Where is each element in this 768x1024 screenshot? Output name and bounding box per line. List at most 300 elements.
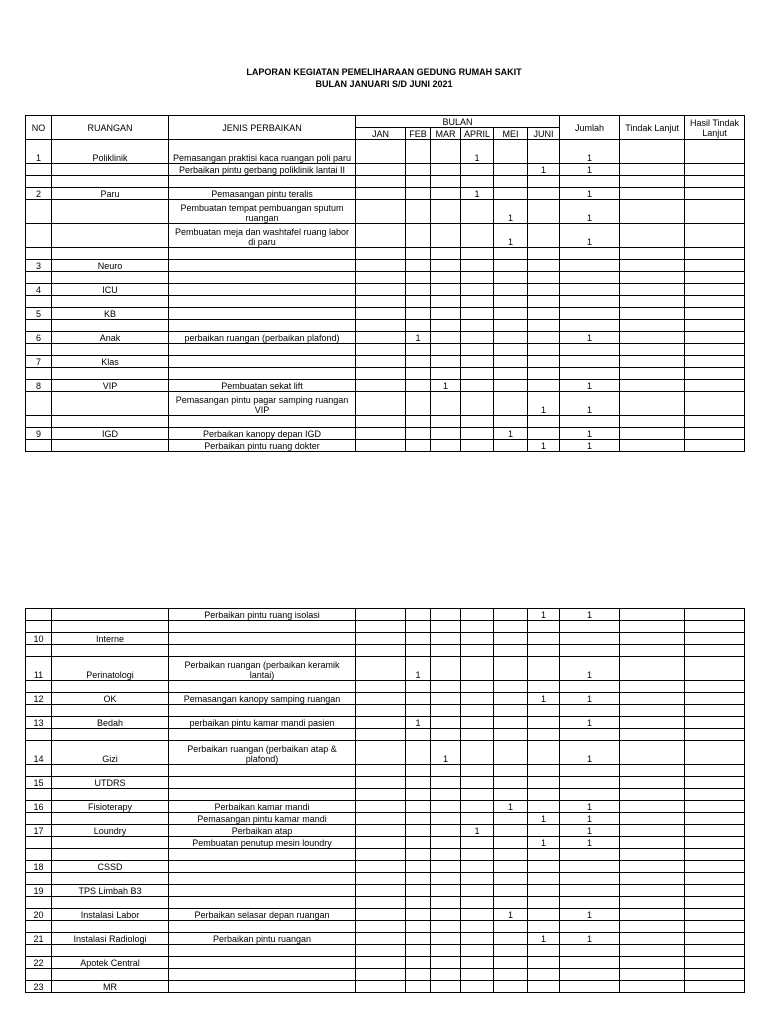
cell-mei (494, 741, 528, 765)
cell-no: 2 (26, 188, 52, 200)
cell-april (461, 681, 494, 693)
cell-ruangan (52, 392, 169, 416)
cell-feb (406, 368, 431, 380)
cell-feb (406, 164, 431, 176)
cell-jenis-perbaikan (169, 296, 356, 308)
cell-feb (406, 609, 431, 621)
cell-hasil-tindak-lanjut (685, 633, 745, 645)
cell-ruangan (52, 729, 169, 741)
cell-mei (494, 729, 528, 741)
cell-april (461, 957, 494, 969)
cell-no (26, 320, 52, 332)
cell-tindak-lanjut (620, 260, 685, 272)
table-row (26, 416, 745, 428)
cell-mar (431, 224, 461, 248)
cell-jenis-perbaikan: Pembuatan tempat pembuangan sputum ruangan (169, 200, 356, 224)
cell-no: 18 (26, 861, 52, 873)
table-row (26, 164, 745, 176)
cell-juni: 1 (528, 440, 560, 452)
table-row (26, 176, 745, 188)
cell-feb (406, 440, 431, 452)
cell-mar: 1 (431, 741, 461, 765)
cell-jumlah (560, 416, 620, 428)
cell-tindak-lanjut (620, 873, 685, 885)
cell-april (461, 416, 494, 428)
cell-feb (406, 176, 431, 188)
cell-no (26, 789, 52, 801)
cell-ruangan: Perinatologi (52, 657, 169, 681)
cell-feb (406, 705, 431, 717)
cell-ruangan (52, 873, 169, 885)
cell-mei (494, 873, 528, 885)
cell-juni (528, 897, 560, 909)
cell-ruangan: VIP (52, 380, 169, 392)
cell-tindak-lanjut (620, 813, 685, 825)
cell-jenis-perbaikan: Pemasangan pintu kamar mandi (169, 813, 356, 825)
cell-juni (528, 741, 560, 765)
cell-juni (528, 957, 560, 969)
cell-feb (406, 873, 431, 885)
cell-juni (528, 176, 560, 188)
cell-ruangan (52, 344, 169, 356)
cell-mei: 1 (494, 801, 528, 813)
cell-hasil-tindak-lanjut (685, 945, 745, 957)
cell-jumlah: 1 (560, 164, 620, 176)
cell-no (26, 837, 52, 849)
header-jenis-perbaikan: JENIS PERBAIKAN (169, 116, 356, 140)
cell-no (26, 705, 52, 717)
cell-no (26, 645, 52, 657)
cell-jenis-perbaikan (169, 356, 356, 368)
cell-no (26, 344, 52, 356)
cell-jumlah (560, 957, 620, 969)
cell-jenis-perbaikan: Pembuatan sekat lift (169, 380, 356, 392)
cell-mar (431, 837, 461, 849)
cell-mar (431, 801, 461, 813)
table-row (26, 981, 745, 993)
cell-no (26, 164, 52, 176)
table-row (26, 885, 745, 897)
cell-jumlah (560, 921, 620, 933)
table-row (26, 897, 745, 909)
cell-tindak-lanjut (620, 200, 685, 224)
header-month-mei: MEI (494, 128, 528, 140)
cell-ruangan: CSSD (52, 861, 169, 873)
cell-no (26, 873, 52, 885)
cell-feb (406, 825, 431, 837)
table-row (26, 945, 745, 957)
cell-mei (494, 440, 528, 452)
cell-april (461, 440, 494, 452)
cell-hasil-tindak-lanjut (685, 705, 745, 717)
table-row (26, 909, 745, 921)
table-row (26, 717, 745, 729)
cell-mar (431, 416, 461, 428)
cell-mei (494, 957, 528, 969)
cell-mei (494, 837, 528, 849)
table-row (26, 849, 745, 861)
cell-jenis-perbaikan (169, 921, 356, 933)
cell-april (461, 176, 494, 188)
cell-jan (356, 633, 406, 645)
header-month-feb: FEB (406, 128, 431, 140)
cell-mei (494, 320, 528, 332)
cell-jan (356, 849, 406, 861)
cell-juni (528, 765, 560, 777)
cell-jenis-perbaikan (169, 981, 356, 993)
cell-juni (528, 332, 560, 344)
cell-mar (431, 248, 461, 260)
cell-tindak-lanjut (620, 825, 685, 837)
cell-feb (406, 633, 431, 645)
cell-tindak-lanjut (620, 837, 685, 849)
cell-no: 23 (26, 981, 52, 993)
cell-mar (431, 729, 461, 741)
cell-jumlah: 1 (560, 909, 620, 921)
cell-juni: 1 (528, 164, 560, 176)
cell-mar (431, 320, 461, 332)
cell-jumlah: 1 (560, 380, 620, 392)
cell-jenis-perbaikan (169, 765, 356, 777)
cell-april (461, 777, 494, 789)
cell-jumlah (560, 344, 620, 356)
cell-feb (406, 957, 431, 969)
cell-mar (431, 332, 461, 344)
cell-tindak-lanjut (620, 416, 685, 428)
cell-tindak-lanjut (620, 909, 685, 921)
cell-juni (528, 849, 560, 861)
cell-juni: 1 (528, 392, 560, 416)
cell-no (26, 176, 52, 188)
cell-jan (356, 260, 406, 272)
cell-mar (431, 909, 461, 921)
cell-feb (406, 344, 431, 356)
cell-feb (406, 392, 431, 416)
cell-feb (406, 428, 431, 440)
cell-hasil-tindak-lanjut (685, 440, 745, 452)
cell-tindak-lanjut (620, 248, 685, 260)
cell-hasil-tindak-lanjut (685, 789, 745, 801)
cell-jumlah (560, 296, 620, 308)
cell-no (26, 440, 52, 452)
cell-hasil-tindak-lanjut (685, 969, 745, 981)
cell-no: 17 (26, 825, 52, 837)
cell-tindak-lanjut (620, 861, 685, 873)
table-row (26, 681, 745, 693)
cell-jenis-perbaikan (169, 873, 356, 885)
cell-mei (494, 777, 528, 789)
cell-jumlah: 1 (560, 657, 620, 681)
cell-feb (406, 200, 431, 224)
cell-hasil-tindak-lanjut (685, 693, 745, 705)
cell-hasil-tindak-lanjut (685, 837, 745, 849)
table-row (26, 392, 745, 416)
cell-jumlah (560, 272, 620, 284)
table-row (26, 969, 745, 981)
cell-jenis-perbaikan (169, 368, 356, 380)
cell-no (26, 392, 52, 416)
cell-ruangan: Instalasi Radiologi (52, 933, 169, 945)
cell-april (461, 609, 494, 621)
cell-mei (494, 416, 528, 428)
cell-hasil-tindak-lanjut (685, 717, 745, 729)
header-month-april: APRIL (461, 128, 494, 140)
cell-hasil-tindak-lanjut (685, 164, 745, 176)
cell-jumlah (560, 633, 620, 645)
table-row (26, 633, 745, 645)
cell-no: 1 (26, 140, 52, 164)
cell-juni (528, 921, 560, 933)
header-jumlah: Jumlah (560, 116, 620, 140)
cell-jan (356, 765, 406, 777)
cell-hasil-tindak-lanjut (685, 909, 745, 921)
cell-ruangan (52, 609, 169, 621)
cell-tindak-lanjut (620, 789, 685, 801)
cell-mei (494, 717, 528, 729)
cell-ruangan (52, 164, 169, 176)
cell-juni (528, 224, 560, 248)
cell-jumlah (560, 176, 620, 188)
table-row (26, 248, 745, 260)
cell-ruangan: Bedah (52, 717, 169, 729)
cell-no (26, 969, 52, 981)
cell-jan (356, 957, 406, 969)
table-row (26, 356, 745, 368)
cell-mei (494, 248, 528, 260)
cell-jumlah (560, 284, 620, 296)
cell-hasil-tindak-lanjut (685, 260, 745, 272)
cell-ruangan (52, 176, 169, 188)
table-row (26, 296, 745, 308)
cell-tindak-lanjut (620, 981, 685, 993)
cell-jumlah (560, 789, 620, 801)
cell-jenis-perbaikan (169, 681, 356, 693)
cell-jenis-perbaikan: Perbaikan kamar mandi (169, 801, 356, 813)
table-row (26, 861, 745, 873)
cell-juni (528, 885, 560, 897)
cell-jenis-perbaikan (169, 621, 356, 633)
cell-ruangan: MR (52, 981, 169, 993)
cell-feb (406, 921, 431, 933)
cell-no (26, 849, 52, 861)
cell-jumlah (560, 777, 620, 789)
cell-feb (406, 885, 431, 897)
cell-jenis-perbaikan: perbaikan ruangan (perbaikan plafond) (169, 332, 356, 344)
cell-april (461, 380, 494, 392)
cell-mei: 1 (494, 909, 528, 921)
cell-mei (494, 921, 528, 933)
cell-jumlah (560, 621, 620, 633)
cell-feb (406, 693, 431, 705)
cell-hasil-tindak-lanjut (685, 681, 745, 693)
cell-jenis-perbaikan: Pembuatan penutup mesin loundry (169, 837, 356, 849)
cell-tindak-lanjut (620, 957, 685, 969)
cell-mar (431, 164, 461, 176)
cell-jumlah: 1 (560, 933, 620, 945)
cell-jenis-perbaikan: Pemasangan kanopy samping ruangan (169, 693, 356, 705)
cell-mei (494, 140, 528, 164)
cell-hasil-tindak-lanjut (685, 777, 745, 789)
cell-ruangan (52, 849, 169, 861)
cell-mar (431, 633, 461, 645)
cell-jumlah: 1 (560, 188, 620, 200)
cell-juni (528, 200, 560, 224)
table-row (26, 657, 745, 681)
cell-ruangan (52, 681, 169, 693)
cell-hasil-tindak-lanjut (685, 284, 745, 296)
cell-hasil-tindak-lanjut (685, 224, 745, 248)
cell-ruangan: Anak (52, 332, 169, 344)
cell-mar (431, 981, 461, 993)
cell-no (26, 897, 52, 909)
cell-mar (431, 897, 461, 909)
cell-mei: 1 (494, 200, 528, 224)
cell-tindak-lanjut (620, 717, 685, 729)
cell-tindak-lanjut (620, 164, 685, 176)
header-ruangan: RUANGAN (52, 116, 169, 140)
cell-mei (494, 332, 528, 344)
cell-feb (406, 849, 431, 861)
cell-ruangan (52, 320, 169, 332)
cell-no: 20 (26, 909, 52, 921)
cell-jan (356, 356, 406, 368)
header-month-jan: JAN (356, 128, 406, 140)
cell-mei (494, 380, 528, 392)
cell-mar (431, 693, 461, 705)
cell-jenis-perbaikan: Perbaikan ruangan (perbaikan keramik lantai) (169, 657, 356, 681)
cell-feb (406, 248, 431, 260)
cell-hasil-tindak-lanjut (685, 272, 745, 284)
cell-no (26, 248, 52, 260)
cell-jan (356, 296, 406, 308)
cell-hasil-tindak-lanjut (685, 765, 745, 777)
cell-mei (494, 705, 528, 717)
cell-juni (528, 777, 560, 789)
cell-jenis-perbaikan (169, 849, 356, 861)
cell-mei (494, 885, 528, 897)
cell-ruangan: UTDRS (52, 777, 169, 789)
table-row (26, 873, 745, 885)
cell-mar (431, 176, 461, 188)
cell-mei (494, 296, 528, 308)
cell-feb (406, 308, 431, 320)
cell-feb (406, 969, 431, 981)
cell-tindak-lanjut (620, 969, 685, 981)
cell-jenis-perbaikan (169, 272, 356, 284)
cell-mar (431, 825, 461, 837)
cell-ruangan: Paru (52, 188, 169, 200)
cell-jenis-perbaikan (169, 729, 356, 741)
cell-mei: 1 (494, 224, 528, 248)
cell-no: 11 (26, 657, 52, 681)
cell-jumlah: 1 (560, 332, 620, 344)
cell-juni (528, 633, 560, 645)
cell-ruangan: Neuro (52, 260, 169, 272)
cell-mar (431, 765, 461, 777)
cell-jumlah (560, 308, 620, 320)
cell-mei: 1 (494, 428, 528, 440)
table-row (26, 188, 745, 200)
cell-jan (356, 837, 406, 849)
cell-jan (356, 248, 406, 260)
cell-april (461, 657, 494, 681)
cell-mar (431, 957, 461, 969)
cell-mei (494, 657, 528, 681)
cell-mar (431, 344, 461, 356)
cell-april (461, 981, 494, 993)
cell-mar (431, 969, 461, 981)
cell-jumlah: 1 (560, 140, 620, 164)
cell-april (461, 765, 494, 777)
cell-jan (356, 717, 406, 729)
cell-mar (431, 392, 461, 416)
cell-jumlah: 1 (560, 428, 620, 440)
cell-feb (406, 801, 431, 813)
cell-feb (406, 296, 431, 308)
cell-april (461, 272, 494, 284)
cell-ruangan (52, 200, 169, 224)
cell-hasil-tindak-lanjut (685, 392, 745, 416)
cell-juni (528, 945, 560, 957)
cell-hasil-tindak-lanjut (685, 140, 745, 164)
cell-no (26, 681, 52, 693)
cell-hasil-tindak-lanjut (685, 861, 745, 873)
cell-hasil-tindak-lanjut (685, 621, 745, 633)
cell-jenis-perbaikan: Perbaikan selasar depan ruangan (169, 909, 356, 921)
cell-tindak-lanjut (620, 368, 685, 380)
cell-jumlah: 1 (560, 837, 620, 849)
cell-jenis-perbaikan (169, 789, 356, 801)
cell-ruangan (52, 645, 169, 657)
cell-jumlah (560, 260, 620, 272)
cell-no: 8 (26, 380, 52, 392)
cell-mar (431, 140, 461, 164)
cell-tindak-lanjut (620, 296, 685, 308)
cell-jan (356, 164, 406, 176)
cell-jan (356, 897, 406, 909)
cell-ruangan (52, 969, 169, 981)
cell-mei (494, 969, 528, 981)
table-row (26, 933, 745, 945)
cell-jan (356, 705, 406, 717)
cell-no (26, 945, 52, 957)
table-row (26, 440, 745, 452)
cell-jenis-perbaikan (169, 885, 356, 897)
cell-tindak-lanjut (620, 885, 685, 897)
cell-jenis-perbaikan: Perbaikan pintu ruang isolasi (169, 609, 356, 621)
header-no: NO (26, 116, 52, 140)
cell-no: 5 (26, 308, 52, 320)
cell-tindak-lanjut (620, 681, 685, 693)
cell-ruangan (52, 224, 169, 248)
cell-feb (406, 765, 431, 777)
cell-jan (356, 440, 406, 452)
cell-hasil-tindak-lanjut (685, 356, 745, 368)
cell-april (461, 248, 494, 260)
cell-jenis-perbaikan (169, 416, 356, 428)
cell-ruangan (52, 440, 169, 452)
cell-feb (406, 777, 431, 789)
cell-ruangan (52, 945, 169, 957)
cell-juni (528, 969, 560, 981)
cell-no (26, 416, 52, 428)
cell-tindak-lanjut (620, 705, 685, 717)
cell-mar (431, 621, 461, 633)
table-row (26, 621, 745, 633)
cell-tindak-lanjut (620, 332, 685, 344)
table-row (26, 272, 745, 284)
table-row (26, 140, 745, 164)
